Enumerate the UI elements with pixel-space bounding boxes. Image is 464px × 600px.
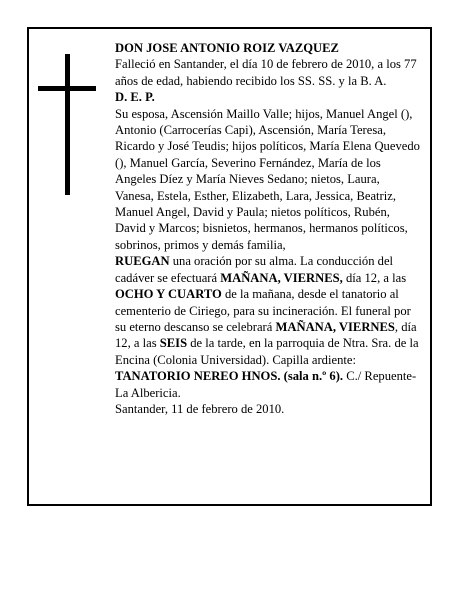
obituary-text [115, 40, 420, 417]
dep-line: D. E. P. [115, 90, 155, 105]
ceremony-details: RUEGAN una oración por su alma. La conducción del cadáver se efectuará MAÑANA, VIERNES, día 12, a las OCHO Y CUARTO de la mañana, desde el tanatorio al cementerio de Ciriego, para su incineración. El funeral por su eterno descanso se celebrará MAÑANA, VIERNES, día 12, a las SEIS de la tarde, en la parroquia de Ntra. Sra. de la Encina (Colonia Universidad). Capilla ardiente: TANATORIO NEREO HNOS. (sala n.º 6). C./ Repuente-La Albericia. [115, 254, 419, 400]
date-line: Santander, 11 de febrero de 2010. [115, 401, 285, 416]
family-list: Su esposa, Ascensión Maillo Valle; hijos, Manuel Angel (), Antonio (Carrocerías Capi), Ascensión, María Teresa, Ricardo y José Teudis; hijos políticos, María Elena Quevedo (), Manuel García, Severino Fernández, María de los Angeles Díez y María Nieves Sedano; nietos, Laura, Vanesa, Estela, Esther, Elizabeth, Lara, Jessica, Beatriz, Manuel Angel, David y Paula; nietos políticos, Rubén, David y Marcos; bisnietos, hermanos, hermanos políticos, sobrinos, primos y demás familia, [115, 106, 420, 252]
death-notice: Falleció en Santander, el día 10 de febrero de 2010, a los 77 años de edad, habiendo recibido los SS. SS. y la B. A. [115, 57, 417, 88]
deceased-name: DON JOSE ANTONIO ROIZ VAZQUEZ [115, 41, 339, 55]
